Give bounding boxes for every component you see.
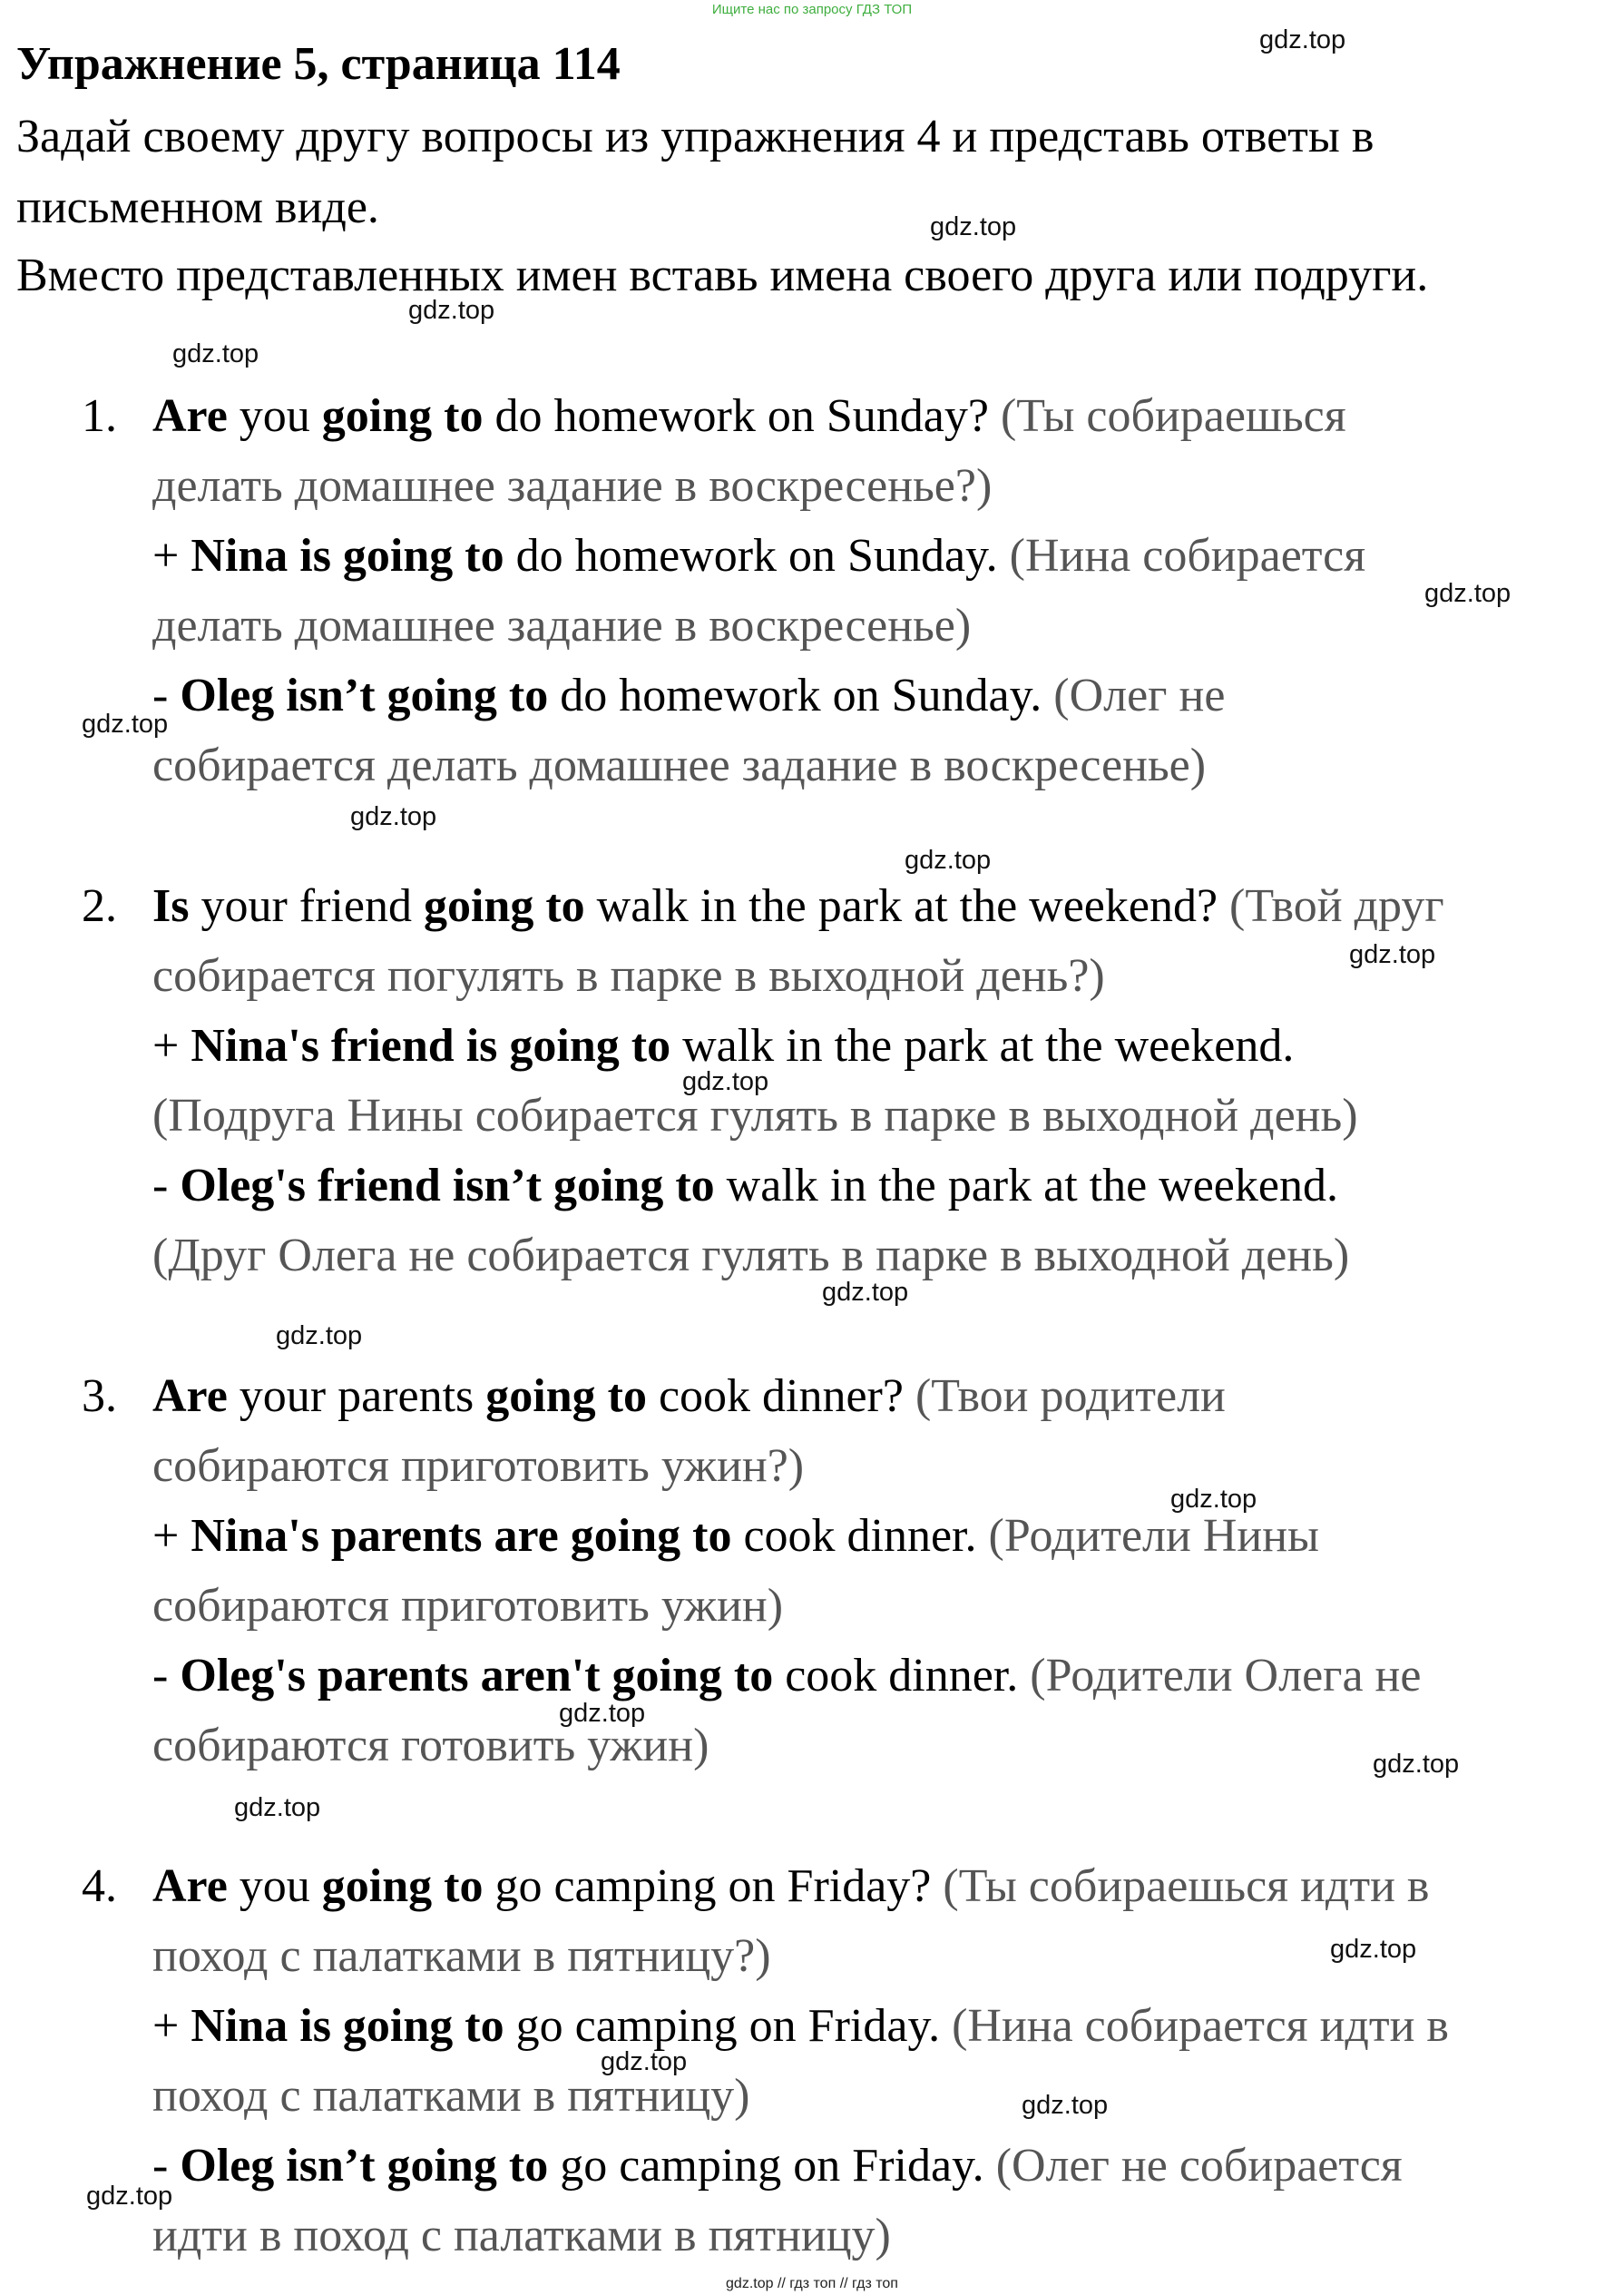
exercise-number: 3.: [82, 1370, 117, 1422]
watermark: gdz.top: [1022, 2091, 1109, 2120]
footer: gdz.top // гдз топ // гдз топ: [726, 2276, 898, 2291]
bold-phrase: Nina is going to: [191, 2000, 504, 2052]
question-line: [152, 1851, 1615, 1921]
translation-text: (Твои родители: [915, 1370, 1226, 1422]
translation-text: (Нина собирается идти в: [952, 2000, 1449, 2052]
translation-line: идти в поход с палатками в пятницу): [152, 2210, 891, 2261]
bold-phrase: going to: [485, 1370, 647, 1422]
translation-text: (Ты собираешься: [1000, 390, 1346, 442]
watermark: gdz.top: [822, 1278, 909, 1307]
watermark: gdz.top: [1349, 940, 1436, 969]
translation-line: собираются приготовить ужин?): [152, 1440, 805, 1492]
sentence-text: walk in the park at the weekend.: [670, 1020, 1295, 1072]
watermark: gdz.top: [234, 1793, 321, 1822]
bold-phrase: Are: [152, 1370, 228, 1422]
translation-line: делать домашнее задание в воскресенье?): [152, 460, 993, 512]
watermark: gdz.top: [350, 802, 437, 831]
translation-text: (Родители Нины: [988, 1510, 1319, 1562]
translation-line: собирается погулять в парке в выходной день?): [152, 950, 1105, 1002]
positive-line: [152, 1501, 1615, 1571]
bold-phrase: going to: [321, 390, 484, 442]
sentence-text: +: [152, 1510, 191, 1562]
top-banner: Ищите нас по запросу ГДЗ ТОП: [711, 2, 913, 17]
watermark: gdz.top: [1330, 1935, 1417, 1964]
watermark: gdz.top: [1373, 1750, 1460, 1779]
sentence-text: you: [227, 390, 322, 442]
negative-line: [152, 1151, 1615, 1221]
sentence-text: +: [152, 2000, 191, 2052]
bold-phrase: going to: [423, 880, 585, 932]
exercise-item: [82, 871, 1615, 1290]
exercise-item: [82, 381, 1615, 800]
negative-line: [152, 2131, 1615, 2201]
sentence-text: do homework on Sunday?: [483, 390, 1001, 442]
translation-text: (Нина собирается: [1009, 530, 1366, 582]
translation-text: (Олег не собирается: [995, 2140, 1403, 2192]
translation-line: собираются готовить ужин): [152, 1720, 709, 1771]
translation-line: собирается делать домашнее задание в воскресенье): [152, 740, 1207, 791]
translation-line: (Подруга Нины собирается гулять в парке в выходной день): [152, 1090, 1358, 1142]
translation-line: поход с палатками в пятницу): [152, 2070, 750, 2122]
translation-text: (Твой друг: [1229, 880, 1444, 932]
translation-line: (Друг Олега не собирается гулять в парке в выходной день): [152, 1230, 1350, 1281]
positive-line: [152, 1011, 1615, 1081]
bold-phrase: Are: [152, 390, 228, 442]
negative-line: [152, 661, 1615, 731]
watermark: gdz.top: [276, 1321, 363, 1350]
watermark: gdz.top: [1259, 25, 1346, 54]
bold-phrase: Oleg's parents aren't going to: [180, 1650, 774, 1702]
sentence-text: cook dinner?: [646, 1370, 915, 1422]
watermark: gdz.top: [86, 2182, 173, 2211]
sentence-text: your parents: [227, 1370, 486, 1422]
bold-phrase: Oleg isn’t going to: [180, 670, 549, 721]
sentence-text: go camping on Friday.: [504, 2000, 953, 2052]
sentence-text: go camping on Friday.: [548, 2140, 996, 2192]
sentence-text: walk in the park at the weekend?: [584, 880, 1230, 932]
task-text: Задай своему другу вопросы из упражнения 4 и представь ответы в письменном виде.: [16, 111, 1375, 233]
exercise-number: 2.: [82, 880, 117, 932]
bold-phrase: Is: [152, 880, 190, 932]
translation-line: поход с палатками в пятницу?): [152, 1930, 771, 1982]
positive-line: [152, 521, 1615, 591]
sentence-text: cook dinner.: [773, 1650, 1031, 1702]
question-line: [152, 381, 1615, 451]
watermark: gdz.top: [1424, 579, 1511, 608]
sentence-text: -: [152, 2140, 181, 2192]
sentence-text: your friend: [189, 880, 424, 932]
translation-text: (Олег не: [1053, 670, 1226, 721]
watermark: gdz.top: [408, 296, 495, 325]
bold-phrase: Oleg isn’t going to: [180, 2140, 549, 2192]
page-title: Упражнение 5, страница 114: [16, 38, 621, 90]
sentence-text: -: [152, 1650, 181, 1702]
question-line: [152, 871, 1615, 941]
question-line: [152, 1361, 1615, 1431]
watermark: gdz.top: [172, 339, 259, 368]
exercise-number: 1.: [82, 390, 117, 442]
positive-line: [152, 1991, 1615, 2061]
sentence-text: cook dinner.: [731, 1510, 989, 1562]
translation-text: (Ты собираешься идти в: [943, 1860, 1430, 1912]
sentence-text: you: [227, 1860, 322, 1912]
watermark: gdz.top: [682, 1067, 769, 1096]
translation-text: (Родители Олега не: [1030, 1650, 1422, 1702]
negative-line: [152, 1641, 1615, 1711]
exercise-number: 4.: [82, 1860, 117, 1912]
bold-phrase: Nina's parents are going to: [191, 1510, 732, 1562]
bold-phrase: going to: [321, 1860, 484, 1912]
watermark: gdz.top: [1170, 1485, 1257, 1514]
bold-phrase: Oleg's friend isn’t going to: [180, 1160, 715, 1211]
bold-phrase: Are: [152, 1860, 228, 1912]
sentence-text: do homework on Sunday.: [504, 530, 1010, 582]
exercise-item: [82, 1851, 1615, 2270]
translation-line: собираются приготовить ужин): [152, 1580, 784, 1632]
hint-text: Вместо представленных имен вставь имена своего друга или подруги.: [16, 250, 1429, 301]
sentence-text: go camping on Friday?: [483, 1860, 944, 1912]
translation-line: делать домашнее задание в воскресенье): [152, 600, 972, 652]
sentence-text: -: [152, 670, 181, 721]
bold-phrase: Nina is going to: [191, 530, 504, 582]
sentence-text: +: [152, 530, 191, 582]
sentence-text: do homework on Sunday.: [548, 670, 1054, 721]
bold-phrase: Nina's friend is going to: [191, 1020, 671, 1072]
watermark: gdz.top: [82, 710, 169, 739]
watermark: gdz.top: [601, 2047, 688, 2076]
sentence-text: +: [152, 1020, 191, 1072]
sentence-text: -: [152, 1160, 181, 1211]
watermark: gdz.top: [905, 846, 992, 875]
watermark: gdz.top: [930, 212, 1017, 241]
sentence-text: walk in the park at the weekend.: [714, 1160, 1338, 1211]
exercise-item: [82, 1361, 1615, 1780]
watermark: gdz.top: [559, 1699, 646, 1728]
